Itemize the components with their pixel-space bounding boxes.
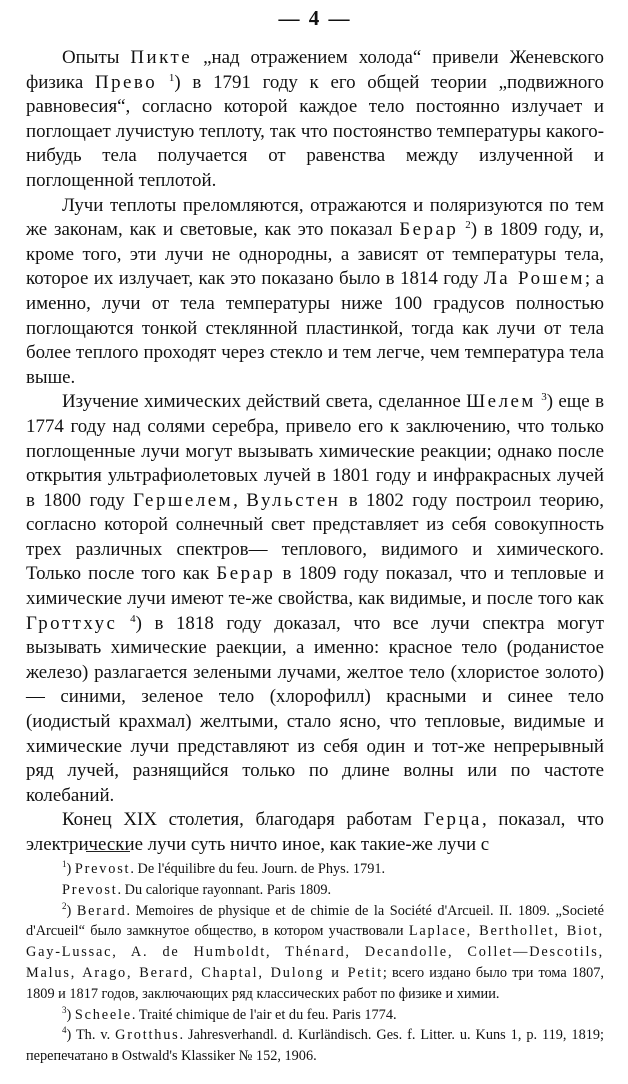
author-name: Берар: [399, 219, 459, 241]
author-name: Grotthus: [115, 1027, 180, 1044]
footnote-ref[interactable]: 2: [465, 219, 471, 232]
footnote-mark: 1: [62, 859, 67, 869]
author-name: Вульстен: [246, 489, 341, 511]
author-name: Scheele: [74, 1006, 132, 1023]
body-text: [26, 46, 604, 858]
author-name: Гроттхус: [26, 612, 118, 634]
footnote-mark: 3: [62, 1004, 67, 1015]
footnote-3: $^3$) Scheele. Traité chimique de l'air et du feu. Paris 1774.: [62, 1004, 397, 1023]
footnote-mark: 2: [62, 900, 67, 911]
footnote-1: $^1$) Prevost. De l'équilibre du feu. Journ. de Phys. 1791.: [62, 859, 386, 877]
author-name: Прево: [94, 71, 158, 93]
author-name: Berard: [76, 902, 127, 919]
footnote-2: $^2$) Berard. Memoires de physique et de chimie de la Société d'Arcueil. II. 1809. „Societé d'Arcueil“ было замкнутое общество, в котором участвовали Laplace, Berthollet, Biot, Gay-Lussac, A. de Humboldt, Thénard, Decandolle, Collet—Descotils, Malus, Arago, Berard, Chaptal, Dulong и Petit; всего издано было три тома 1807, 1809 и 1817 годов, заключающих ряд классических работ по физике и химии.: [26, 900, 604, 1002]
footnote-ref[interactable]: 1: [168, 71, 175, 84]
author-name: Prevost: [74, 861, 131, 877]
paragraph-2: Лучи теплоты преломляются, отражаются и поляризуются по тем же законам, как и световые, как это показал Берар $^2$) в 1809 году, и, кроме того, эти лучи не однородны, а зависят от температуры тела, которое их излучает, как это показано было в 1814 году Ла Рошем; а именно, лучи от тела температуры ниже 100 градусов полностью поглощаются тонкой стеклянной пластинкой, тогда как лучи от тела более теплого проходят через стекло и тем легче, чем температура тела выше.: [26, 194, 604, 388]
author-name: Берар: [216, 563, 276, 585]
member-names: Laplace, Berthollet, Biot, Gay-Lussac, A. de Humboldt, Thénard, Decandolle, Collet—Descotils, Malus, Arago, Berard, Chaptal, Dulong и Petit: [26, 923, 604, 981]
paragraph-1: Опыты Пикте „над отражением холода“ привели Женевского физика Прево $^1$) в 1791 году к его общей теории „подвижного равновесия“, согласно которой каждое тело постоянно излучает и поглощает лучистую теплоту, так что постоянство температуры какого-нибудь тела получается от равенства между излученной и поглощенной теплотой.: [26, 47, 604, 191]
footnotes: [26, 859, 604, 1067]
page-number: — 4 —: [278, 6, 352, 30]
footnote-ref[interactable]: 4: [130, 612, 136, 625]
footnote-1-continued: Prevost. Du calorique rayonnant. Paris 1809.: [62, 881, 332, 898]
footnote-mark: 4: [62, 1025, 67, 1036]
footnote-ref[interactable]: 3: [541, 391, 547, 404]
footnote-divider: [86, 851, 130, 852]
paragraph-3: Изучение химических действий света, сделанное Шелем $^3$) еще в 1774 году над солями серебра, привело его к заключению, что только поглощенные лучи могут вызывать химические реакции; однако после открытия ультрафиолетовых лучей в 1801 году и инфракрасных лучей в 1800 году Гершелем, Вульстен в 1802 году построил теорию, согласно которой солнечный свет представляет из себя совокупность трех различных спектров— теплового, видимого и химического. Только после того как Берар в 1809 году показал, что и тепловые и химические лучи имеют те-же свойства, как видимые, и после того как Гроттхус $^4$) в 1818 году доказал, что все лучи спектра могут вызывать химические раекции, а именно: красное тело (роданистое железо) разлагается зелеными лучами, желтое тело (хлористое золото)— синими, зеленое тело (хлорофилл) красными и синее тело (иодистый крахмал) желтыми, стало ясно, что тепловые, видимые и химические лучи представляют из себя один и тот-же непрерывный ряд лучей, разнящийся только по длине волны или по частоте колебаний.: [26, 391, 605, 806]
author-name: Шелем: [466, 391, 536, 413]
author-name: Пикте: [130, 47, 193, 68]
author-name: Ла Рошем: [483, 268, 585, 290]
author-name: Prevost: [62, 881, 118, 898]
author-name: Гершелем: [133, 489, 234, 511]
paragraph-4: Конец XIX столетия, благодаря работам Герца, показал, что электрические лучи суть ничто иное, как такие-же лучи с: [26, 809, 604, 855]
footnote-4: $^4$) Th. v. Grotthus. Jahresverhandl. d. Kurländisch. Ges. f. Litter. u. Kuns 1, p. 119, 1819; перепечатано в Ostwald's Klassiker № 152, 1906.: [26, 1025, 605, 1065]
author-name: Герца: [423, 809, 482, 831]
